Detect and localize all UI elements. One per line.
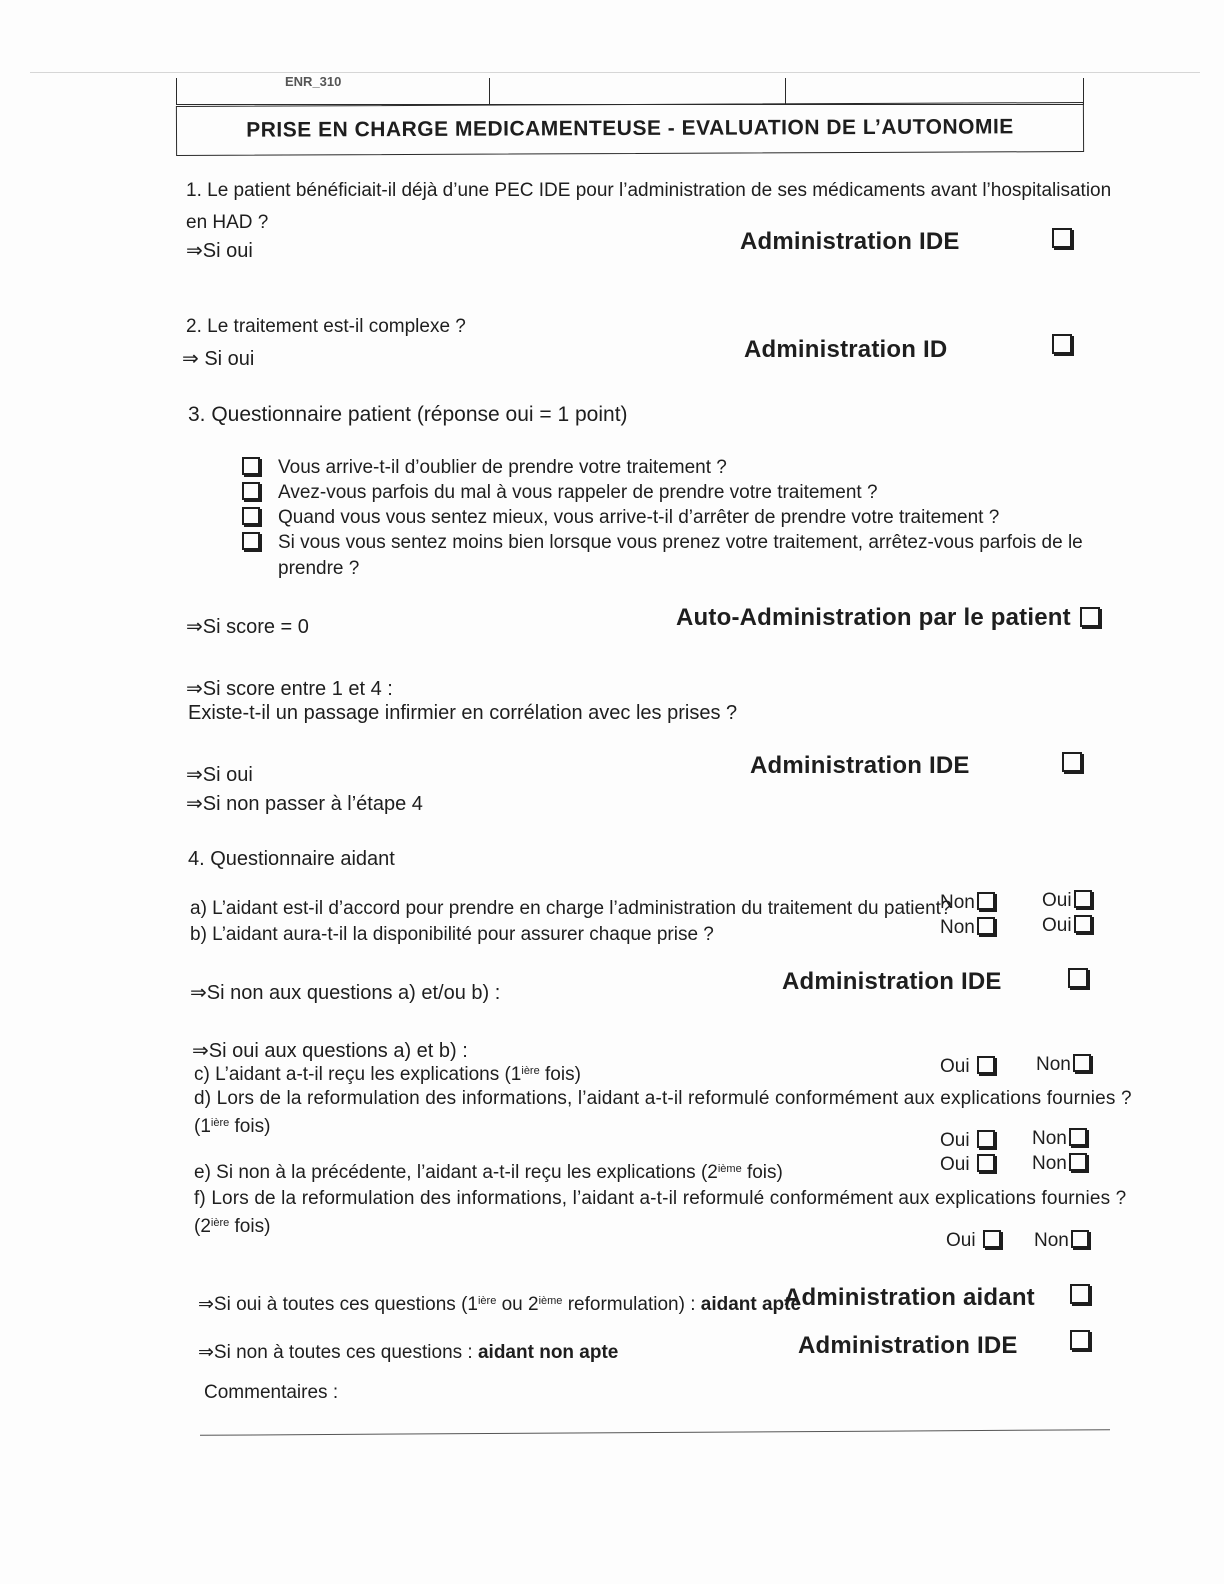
q3-si-oui-checkbox[interactable] — [1062, 752, 1082, 772]
q4-question-d: d) Lors de la reformulation des informations, l’aidant a-t-il reformulé conformément aux explications fournies ? — [194, 1088, 1132, 1109]
checkbox[interactable] — [1069, 1128, 1087, 1146]
checkbox[interactable] — [1073, 1054, 1091, 1072]
page-title: PRISE EN CHARGE MEDICAMENTEUSE - EVALUATION DE L’AUTONOMIE — [246, 115, 1014, 142]
q4-all-non: ⇒Si non à toutes ces questions : aidant non apte — [198, 1342, 619, 1363]
checkbox[interactable] — [1071, 1230, 1089, 1248]
q3-si-non: ⇒Si non passer à l’étape 4 — [186, 793, 423, 815]
q4-si-non-ab-checkbox[interactable] — [1068, 968, 1088, 988]
q3-item-checkbox[interactable] — [242, 507, 260, 525]
q3-score14: ⇒Si score entre 1 et 4 : — [186, 678, 393, 700]
q4-f-non[interactable]: Non — [1034, 1230, 1089, 1252]
checkbox[interactable] — [977, 1130, 995, 1148]
checkbox[interactable] — [977, 1056, 995, 1074]
q3-si-oui: ⇒Si oui — [186, 764, 253, 786]
q3-score0: ⇒Si score = 0 — [186, 616, 309, 638]
q4-si-non-ab-outcome: Administration IDE — [782, 968, 1002, 995]
q4-a-oui[interactable]: Oui — [1042, 890, 1092, 912]
q4-question-f-line2: ($2^{ière}$ fois) — [194, 1216, 271, 1237]
q3-item: Vous arrive-t-il d’oublier de prendre votre traitement ? — [242, 456, 727, 480]
q3-item: Si vous vous sentez moins bien lorsque vous prenez votre traitement, arrêtez-vous parfois de le — [242, 531, 1083, 555]
header-title-box — [176, 102, 1084, 156]
q4-c-oui[interactable]: Oui — [940, 1056, 995, 1078]
q4-e-non[interactable]: Non — [1032, 1153, 1087, 1175]
q3-passage-question: Existe-t-il un passage infirmier en corrélation avec les prises ? — [188, 702, 738, 724]
q4-d-oui[interactable]: Oui — [940, 1130, 995, 1152]
header-divider — [785, 78, 786, 104]
comments-label: Commentaires : — [204, 1382, 339, 1403]
q4-a-non[interactable]: Non — [940, 892, 995, 914]
q1-branch: ⇒Si oui — [186, 240, 253, 262]
header-table-row — [176, 74, 1084, 105]
q4-d-non[interactable]: Non — [1032, 1128, 1087, 1150]
q4-all-non-checkbox[interactable] — [1070, 1330, 1090, 1350]
q4-si-oui-ab: ⇒Si oui aux questions a) et b) : — [192, 1040, 468, 1062]
q4-si-non-ab: ⇒Si non aux questions a) et/ou b) : — [190, 982, 501, 1004]
q3-si-oui-outcome: Administration IDE — [750, 752, 970, 779]
q3-item-checkbox[interactable] — [242, 482, 260, 500]
q1-text-line1: 1. Le patient bénéficiait-il déjà d’une PEC IDE pour l’administration de ses médicaments avant l’hospitalisation — [186, 180, 1112, 201]
header-divider — [489, 78, 490, 104]
q3-title: 3. Questionnaire patient (réponse oui = 1 point) — [188, 403, 628, 426]
q1-outcome: Administration IDE — [740, 228, 960, 255]
q4-title: 4. Questionnaire aidant — [188, 848, 395, 870]
q3-item-checkbox[interactable] — [242, 532, 260, 550]
q4-c-non[interactable]: Non — [1036, 1054, 1091, 1076]
q3-item-checkbox[interactable] — [242, 457, 260, 475]
q4-f-oui[interactable]: Oui — [946, 1230, 1001, 1252]
top-scan-line — [30, 72, 1200, 73]
q2-text: 2. Le traitement est-il complexe ? — [186, 316, 466, 337]
checkbox[interactable] — [983, 1230, 1001, 1248]
q4-question-b: b) L’aidant aura-t-il la disponibilité pour assurer chaque prise ? — [190, 924, 714, 945]
q4-question-f: f) Lors de la reformulation des informations, l’aidant a-t-il reformulé conformément aux explications fournies ? — [194, 1188, 1127, 1209]
checkbox[interactable] — [977, 892, 995, 910]
checkbox[interactable] — [1074, 915, 1092, 933]
q2-outcome: Administration ID — [744, 336, 948, 363]
q4-all-oui-checkbox[interactable] — [1070, 1284, 1090, 1304]
q1-text-line2: en HAD ? — [186, 212, 269, 233]
q4-question-c: c) L’aidant a-t-il reçu les explications ($1^{ière}$ fois) — [194, 1064, 581, 1085]
q4-e-oui[interactable]: Oui — [940, 1154, 995, 1176]
q4-all-non-outcome: Administration IDE — [798, 1332, 1018, 1359]
q4-b-non[interactable]: Non — [940, 917, 995, 939]
q4-question-a: a) L’aidant est-il d’accord pour prendre en charge l’administration du traitement du patient? — [190, 898, 952, 919]
q3-item: Avez-vous parfois du mal à vous rappeler de prendre votre traitement ? — [242, 481, 878, 505]
q3-score0-checkbox[interactable] — [1080, 607, 1100, 627]
checkbox[interactable] — [1074, 890, 1092, 908]
q4-all-oui-outcome: Administration aidant — [784, 1284, 1035, 1311]
q4-all-oui: ⇒Si oui à toutes ces questions ($1^{ière}$ ou 2ième reformulation) : aidant apte — [198, 1294, 802, 1315]
q2-branch: ⇒ Si oui — [182, 348, 255, 370]
q3-score0-outcome: Auto-Administration par le patient — [676, 604, 1100, 632]
comments-line[interactable] — [200, 1429, 1110, 1436]
checkbox[interactable] — [977, 917, 995, 935]
q2-checkbox[interactable] — [1052, 334, 1072, 354]
q3-item4-continuation: prendre ? — [278, 558, 360, 579]
checkbox[interactable] — [1069, 1153, 1087, 1171]
checkbox[interactable] — [977, 1154, 995, 1172]
q3-item: Quand vous vous sentez mieux, vous arrive-t-il d’arrêter de prendre votre traitement ? — [242, 506, 999, 530]
q4-question-d-line2: ($1^{ière}$ fois) — [194, 1116, 271, 1137]
document-code: ENR_310 — [285, 74, 342, 89]
q4-question-e: e) Si non à la précédente, l’aidant a-t-il reçu les explications (2ième fois) — [194, 1162, 783, 1183]
q4-b-oui[interactable]: Oui — [1042, 915, 1092, 937]
q1-checkbox[interactable] — [1052, 228, 1072, 248]
